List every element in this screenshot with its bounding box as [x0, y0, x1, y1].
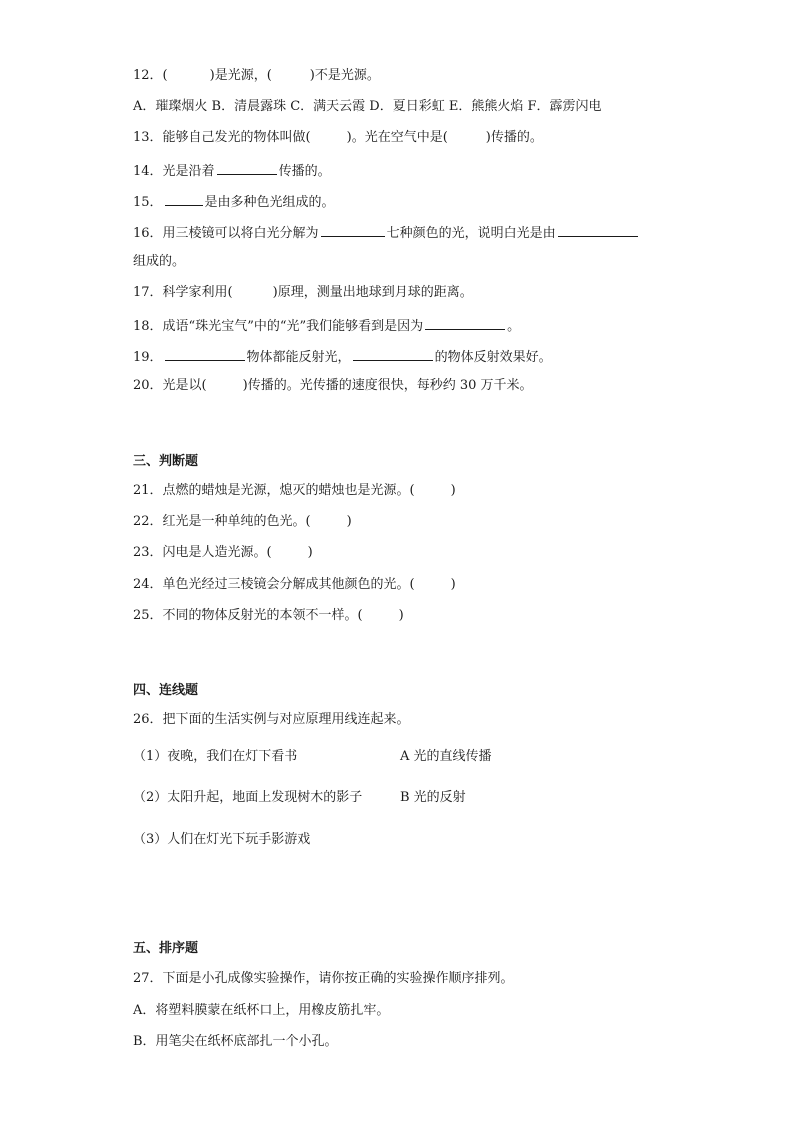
question-16: 16．用三棱镜可以将白光分解为 七种颜色的光，说明白光是由: [133, 222, 640, 243]
question-12-options: A．璀璨烟火 B．清晨露珠 C．满天云霞 D．夏日彩虹 E．熊熊火焰 F．霹雳闪电: [133, 99, 602, 114]
question-22: 22．红光是一种单纯的色光。( ): [133, 514, 352, 529]
answer-blank[interactable]: [165, 191, 203, 206]
question-15: 15． 是由多种色光组成的。: [133, 191, 335, 212]
match-left-item-2[interactable]: （2）太阳升起，地面上发现树木的影子: [133, 790, 363, 805]
section-heading-judgment: 三、判断题: [133, 454, 199, 469]
match-right-item-a[interactable]: A 光的直线传播: [400, 749, 492, 764]
question-23: 23．闪电是人造光源。( ): [133, 545, 313, 560]
section-heading-ordering: 五、排序题: [133, 941, 199, 956]
question-12: 12．( )是光源，( )不是光源。: [133, 68, 380, 83]
question-27-step-b: B．用笔尖在纸杯底部扎一个小孔。: [133, 1034, 338, 1049]
question-19: 19． 物体都能反射光， 的物体反射效果好。: [133, 346, 552, 367]
question-13: 13．能够自己发光的物体叫做( )。光在空气中是( )传播的。: [133, 130, 543, 145]
match-left-item-1[interactable]: （1）夜晚，我们在灯下看书: [133, 749, 298, 764]
question-24: 24．单色光经过三棱镜会分解成其他颜色的光。( ): [133, 577, 456, 592]
question-26: 26．把下面的生活实例与对应原理用线连起来。: [133, 712, 410, 727]
question-27-step-a: A．将塑料膜蒙在纸杯口上，用橡皮筋扎牢。: [133, 1003, 390, 1018]
answer-blank[interactable]: [353, 346, 433, 361]
answer-blank[interactable]: [425, 315, 505, 330]
match-right-item-b[interactable]: B 光的反射: [400, 790, 466, 805]
section-heading-matching: 四、连线题: [133, 683, 199, 698]
question-14: 14．光是沿着 传播的。: [133, 160, 331, 181]
answer-blank[interactable]: [165, 346, 245, 361]
question-27: 27．下面是小孔成像实验操作，请你按正确的实验操作顺序排列。: [133, 971, 514, 986]
match-left-item-3[interactable]: （3）人们在灯光下玩手影游戏: [133, 832, 311, 847]
question-17: 17．科学家利用( )原理，测量出地球到月球的距离。: [133, 285, 473, 300]
answer-blank[interactable]: [217, 160, 277, 175]
question-16-continued: 组成的。: [133, 254, 186, 269]
question-20: 20．光是以( )传播的。光传播的速度很快，每秒约 30 万千米。: [133, 378, 533, 393]
question-21: 21．点燃的蜡烛是光源，熄灭的蜡烛也是光源。( ): [133, 483, 456, 498]
question-18: 18．成语“珠光宝气”中的“光”我们能够看到是因为 。: [133, 315, 520, 336]
question-25: 25．不同的物体反射光的本领不一样。( ): [133, 608, 404, 623]
answer-blank[interactable]: [558, 222, 638, 237]
answer-blank[interactable]: [321, 222, 385, 237]
